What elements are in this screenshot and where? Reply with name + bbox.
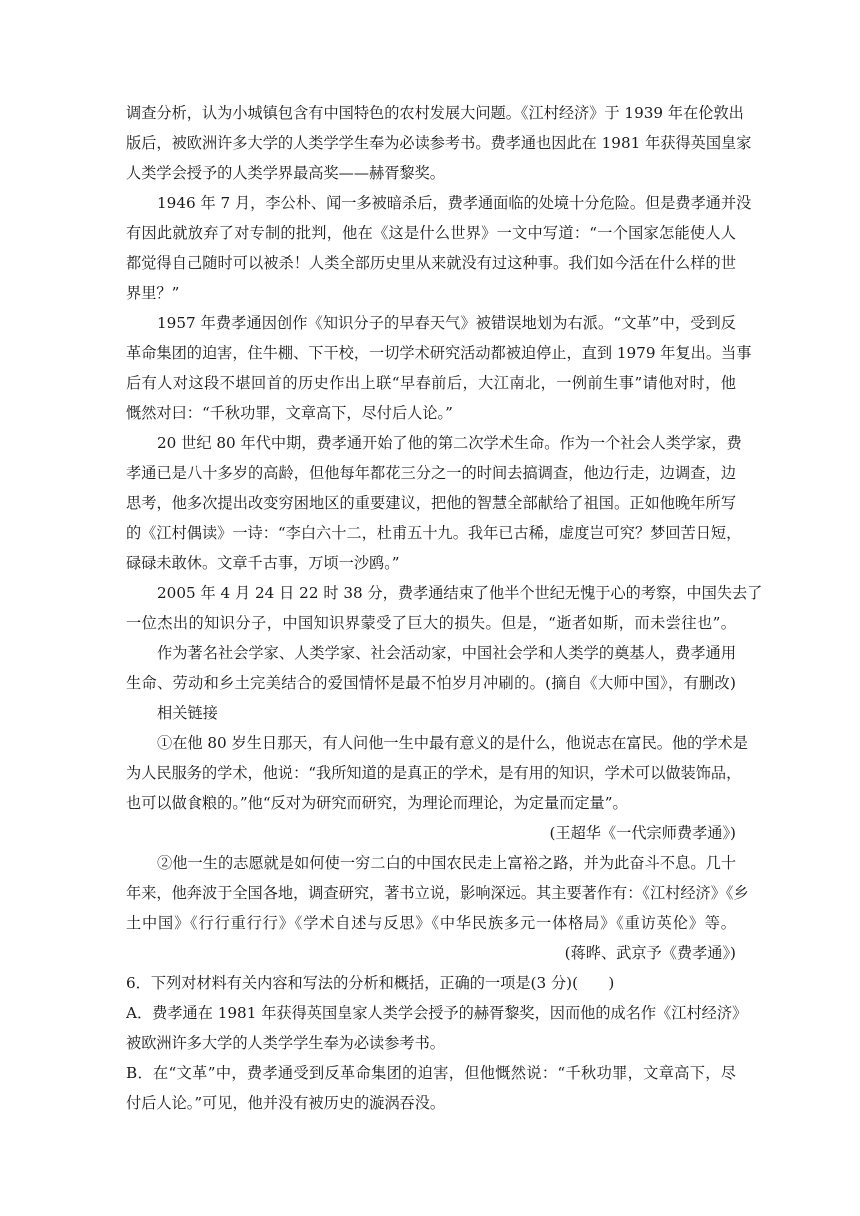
citation: (蒋晔、武京予《费孝通》): [564, 944, 736, 962]
text-line: 20 世纪 80 年代中期，费孝通开始了他的第二次学术生命。作为一个社会人类学家，费: [157, 434, 742, 452]
text-line: 后有人对这段不堪回首的历史作出上联“早春前后，大江南北，一例前生事”请他对时，他: [126, 374, 736, 392]
citation: (王超华《一代宗师费孝通》): [549, 824, 736, 842]
option-b: 付后人论。”可见，他并没有被历史的漩涡吞没。: [126, 1094, 446, 1112]
text-line: 有因此就放弃了对专制的批判，他在《这是什么世界》一文中写道：“一个国家怎能使人人: [126, 224, 736, 242]
text-line: 碌碌未敢休。文章千古事，万顷一沙鸥。”: [126, 554, 400, 572]
text-line: 界里？”: [126, 284, 180, 302]
text-line: 1946 年 7 月，李公朴、闻一多被暗杀后，费孝通面临的处境十分危险。但是费孝通并没: [157, 194, 752, 212]
text-line: 都觉得自己随时可以被杀！人类全部历史里从来就没有过这种事。我们如今活在什么样的世: [126, 254, 736, 272]
text-line: 作为著名社会学家、人类学家、社会活动家，中国社会学和人类学的奠基人，费孝通用: [157, 644, 736, 662]
text-line: 版后，被欧洲许多大学的人类学学生奉为必读参考书。费孝通也因此在 1981 年获得英国皇家: [126, 134, 752, 152]
text-line: ①在他 80 岁生日那天，有人问他一生中最有意义的是什么，他说志在富民。他的学术是: [157, 734, 748, 752]
text-line: 为人民服务的学术，他说：“我所知道的是真正的学术，是有用的知识，学术可以做装饰品，: [126, 764, 742, 782]
option-a: A．费孝通在 1981 年获得英国皇家人类学会授予的赫胥黎奖，因而他的成名作《江村经济》: [126, 1004, 748, 1022]
text-line: 土中国》《行行重行行》《学术自述与反思》《中华民族多元一体格局》《重访英伦》等。: [126, 914, 736, 932]
text-line: 1957 年费孝通因创作《知识分子的早春天气》被错误地划为右派。“文革”中，受到反: [157, 314, 736, 332]
document-page: [126, 98, 763, 1118]
text-line: 也可以做食粮的。”他“反对为研究而研究，为理论而理论，为定量而定量”。: [126, 794, 628, 812]
text-line: 2005 年 4 月 24 日 22 时 38 分，费孝通结束了他半个世纪无愧于心的考察，中国失去了: [157, 584, 763, 602]
option-a: 被欧洲许多大学的人类学学生奉为必读参考书。: [126, 1034, 445, 1052]
text-line: 思考，他多次提出改变穷困地区的重要建议，把他的智慧全部献给了祖国。正如他晚年所写: [126, 494, 736, 512]
text-line: 的《江村偶读》一诗：“李白六十二，杜甫五十九。我年已古稀，虚度岂可究？梦回苦日短，: [126, 524, 742, 542]
text-line: 慨然对曰：“千秋功罪，文章高下，尽付后人论。”: [126, 404, 453, 422]
option-b: B．在“文革”中，费孝通受到反革命集团的迫害，但他慨然说：“千秋功罪，文章高下，尽: [126, 1064, 736, 1082]
text-line: ②他一生的志愿就是如何使一穷二白的中国农民走上富裕之路，并为此奋斗不息。几十: [157, 854, 736, 872]
section-heading: 相关链接: [157, 704, 218, 722]
text-line: 一位杰出的知识分子，中国知识界蒙受了巨大的损失。但是，“逝者如斯，而未尝往也”。: [126, 614, 736, 632]
question-stem: 6．下列对材料有关内容和写法的分析和概括，正确的一项是(3 分)( ): [126, 974, 615, 992]
text-line: 生命、劳动和乡土完美结合的爱国情怀是最不怕岁月冲刷的。(摘自《大师中国》，有删改): [126, 674, 736, 692]
text-line: 革命集团的迫害，住牛棚、下干校，一切学术研究活动都被迫停止，直到 1979 年复出。当事: [126, 344, 752, 362]
text-line: 年来，他奔波于全国各地，调查研究，著书立说，影响深远。其主要著作有：《江村经济》《乡: [126, 884, 749, 902]
text-line: 调查分析，认为小城镇包含有中国特色的农村发展大问题。《江村经济》于 1939 年在伦敦出: [126, 104, 744, 122]
text-line: 人类学会授予的人类学界最高奖——赫胥黎奖。: [126, 164, 445, 182]
text-line: 孝通已是八十多岁的高龄，但他每年都花三分之一的时间去搞调查，他边行走，边调查，边: [126, 464, 736, 482]
